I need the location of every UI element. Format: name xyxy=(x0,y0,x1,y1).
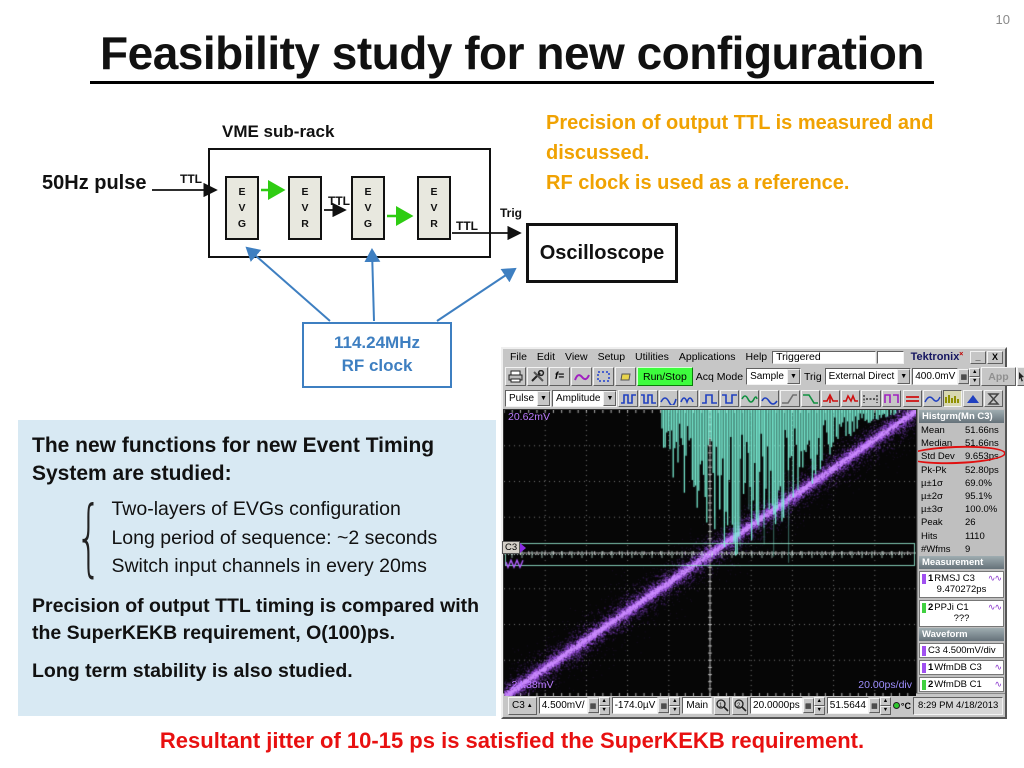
vertical-scale-spinbox[interactable]: 4.500mV/ ▦ ▲ ▼ xyxy=(539,697,610,714)
orange-note: Precision of output TTL is measured and discussed. RF clock is used as a reference. xyxy=(546,112,934,194)
trig-source-dropdown[interactable]: External Direct ▼ xyxy=(825,368,912,385)
waveform-mini-icon: ∿ xyxy=(994,679,1001,690)
waveform-icon[interactable] xyxy=(571,367,592,386)
measurement-item[interactable]: 2 PPJi C1 ∿∿ ??? xyxy=(919,600,1004,627)
waveform-mini-icon: ∿∿ xyxy=(987,602,1001,613)
svg-text:1: 1 xyxy=(719,703,723,709)
cursor-box-icon[interactable] xyxy=(593,367,614,386)
meas-category-dropdown[interactable]: Amplitude ▼ xyxy=(552,390,617,407)
menu-applications[interactable]: Applications xyxy=(678,351,736,363)
waveform-panel-title: Waveform xyxy=(919,628,1004,641)
timebase-mode-field[interactable]: Main xyxy=(682,697,712,714)
run-stop-button[interactable]: Run/Stop xyxy=(637,367,693,386)
measure-gate-icon[interactable] xyxy=(861,390,880,407)
measure-rise-icon[interactable] xyxy=(618,390,637,407)
function-icon[interactable]: f= xyxy=(549,367,570,386)
scope-main-area xyxy=(503,409,1005,693)
slide-title: Feasibility study for new configuration xyxy=(0,26,1024,80)
display-top-scale: 20.62mV xyxy=(508,411,551,423)
stat-row: Peak 26 xyxy=(921,517,976,529)
cursors-icon[interactable] xyxy=(903,390,922,407)
notes-paragraph-1: Precision of output TTL timing is compared with the SuperKEKB requirement, O(100)ps. xyxy=(32,595,480,644)
notes-paragraph-2: Long term stability is also studied. xyxy=(32,659,353,682)
waveform-mini-icon: ∿∿ xyxy=(987,573,1001,584)
scope-menu-bar xyxy=(503,349,1005,365)
display-bottom-scale: -24.38mV xyxy=(508,679,554,691)
measure-edge-icon[interactable] xyxy=(801,390,820,407)
measure-cycle-icon[interactable] xyxy=(760,390,779,407)
waveform-item[interactable]: C3 4.500mV/div xyxy=(919,643,1004,658)
app-button[interactable]: App xyxy=(981,367,1015,386)
waveform-mini-icon: ∿ xyxy=(994,662,1001,673)
evr-module-2: EVR xyxy=(417,176,451,240)
waveform-item[interactable]: 1 WfmDB C3 ∿ xyxy=(919,660,1004,675)
brace-glyph: { xyxy=(75,488,103,587)
stat-row: µ±2σ 95.1% xyxy=(921,491,992,503)
timebase-scale-spinbox[interactable]: 20.0000ps ▦ ▲ ▼ xyxy=(750,697,825,714)
stat-row: #Wfms 9 xyxy=(921,543,971,555)
tektronix-logo: Tektronix˟ xyxy=(910,351,963,363)
ttl-label-1: TTL xyxy=(180,172,202,186)
measure-fall-icon[interactable] xyxy=(639,390,658,407)
channel-select-button[interactable]: C3 ▲ xyxy=(508,697,537,715)
measure-slope-icon[interactable] xyxy=(780,390,799,407)
bullet-item: Two-layers of EVGs configuration xyxy=(111,497,401,520)
oscilloscope-window xyxy=(501,347,1007,719)
histogram-panel-title: Histgrm(Mn C3) xyxy=(919,410,1004,423)
zoom-in-icon[interactable] xyxy=(714,697,730,715)
hourglass-icon[interactable] xyxy=(984,390,1003,407)
scope-clock: 8:29 PM 4/18/2013 xyxy=(913,697,1003,715)
scope-display xyxy=(503,409,917,693)
measure-window-icon[interactable] xyxy=(882,390,901,407)
trigger-status: Triggered xyxy=(772,351,876,364)
menu-utilities[interactable]: Utilities xyxy=(635,351,669,363)
trig-level-spinbox[interactable]: 400.0mV ▦ ▲ ▼ xyxy=(912,368,980,385)
tools-icon[interactable] xyxy=(527,367,548,386)
measure-peak-icon[interactable] xyxy=(821,390,840,407)
menu-file[interactable]: File xyxy=(510,351,527,363)
menu-view[interactable]: View xyxy=(565,351,588,363)
ttl-label-3: TTL xyxy=(456,219,478,233)
minimize-button[interactable]: _ xyxy=(970,351,986,364)
stat-row: Hits 1110 xyxy=(921,530,985,542)
measure-peak2-icon[interactable] xyxy=(841,390,860,407)
measure-freq-icon[interactable] xyxy=(679,390,698,407)
stat-row-stddev: Std Dev 9.653ps xyxy=(921,451,999,463)
scope-right-panel xyxy=(917,409,1005,693)
vertical-offset-spinbox[interactable]: -174.0µV ▦ ▲ ▼ xyxy=(612,697,681,714)
bullet-list xyxy=(111,495,437,582)
scope-toolbar-main xyxy=(503,365,1009,388)
print-icon[interactable] xyxy=(505,367,526,386)
eraser-icon[interactable] xyxy=(615,367,636,386)
temperature-icon: °C xyxy=(893,701,911,711)
vme-subrack-label: VME sub-rack xyxy=(222,122,335,141)
stat-row: Pk-Pk 52.80ps xyxy=(921,464,999,476)
trig-source-label: Trig xyxy=(803,370,822,383)
trig-label: Trig xyxy=(500,206,523,220)
menu-setup[interactable]: Setup xyxy=(597,351,626,363)
measurement-item[interactable]: 1 RMSJ C3 ∿∿ 9.470272ps xyxy=(919,571,1004,598)
rf-clock-box: 114.24MHz RF clock xyxy=(302,322,452,388)
conclusion-text: Resultant jitter of 10-15 ps is satisfied the SuperKEKB requirement. xyxy=(159,728,865,753)
evg-module-1: EVG xyxy=(225,176,259,240)
close-button[interactable]: X xyxy=(987,351,1003,364)
channel-marker[interactable]: C3 xyxy=(502,541,526,554)
menu-help[interactable]: Help xyxy=(745,351,768,363)
ttl-label-2: TTL xyxy=(328,194,350,208)
measurement-panel-title: Measurement xyxy=(919,556,1004,569)
histogram-mode-icon[interactable] xyxy=(943,390,962,407)
bullet-item: Long period of sequence: ~2 seconds xyxy=(111,526,438,549)
measure-width-icon[interactable] xyxy=(699,390,718,407)
waveform-item[interactable]: 2 WfmDB C1 ∿ xyxy=(919,677,1004,692)
acq-mode-label: Acq Mode xyxy=(695,370,744,383)
bullet-item: Switch input channels in every 20ms xyxy=(111,555,427,578)
svg-text:2: 2 xyxy=(737,703,741,709)
horizontal-position-spinbox[interactable]: 51.5644 ▦ ▲ ▼ xyxy=(827,697,891,714)
evr-module-1: EVR xyxy=(288,176,322,240)
help-cursor-icon[interactable] xyxy=(1017,367,1024,386)
display-time-scale: 20.00ps/div xyxy=(858,679,912,691)
trigger-level-icon[interactable] xyxy=(963,390,982,407)
notes-heading: The new functions for new Event Timing System are studied: xyxy=(32,434,435,486)
stat-row: µ±1σ 69.0% xyxy=(921,477,992,489)
oscilloscope-box: Oscilloscope xyxy=(526,223,678,283)
sine-display-icon[interactable] xyxy=(923,390,942,407)
stat-row: Median 51.66ns xyxy=(921,438,999,450)
scope-bottom-bar xyxy=(503,693,1005,717)
measure-burst-icon[interactable] xyxy=(740,390,759,407)
zoom-out-icon[interactable] xyxy=(732,697,748,715)
page-number: 10 xyxy=(995,12,1010,27)
stat-row: Mean 51.66ns xyxy=(921,425,999,436)
acq-mode-dropdown[interactable]: Sample ▼ xyxy=(746,368,801,385)
input-pulse-label: 50Hz pulse xyxy=(42,172,147,194)
notes-box xyxy=(18,420,496,716)
meas-type-dropdown[interactable]: Pulse ▼ xyxy=(505,390,551,407)
status-strip xyxy=(877,351,904,364)
scope-display-canvas xyxy=(504,410,916,696)
evg-module-2: EVG xyxy=(351,176,385,240)
menu-edit[interactable]: Edit xyxy=(536,351,556,363)
measure-period-icon[interactable] xyxy=(659,390,678,407)
stat-row: µ±3σ 100.0% xyxy=(921,504,998,516)
scope-toolbar-measure xyxy=(503,388,1005,409)
measure-duty-icon[interactable] xyxy=(720,390,739,407)
